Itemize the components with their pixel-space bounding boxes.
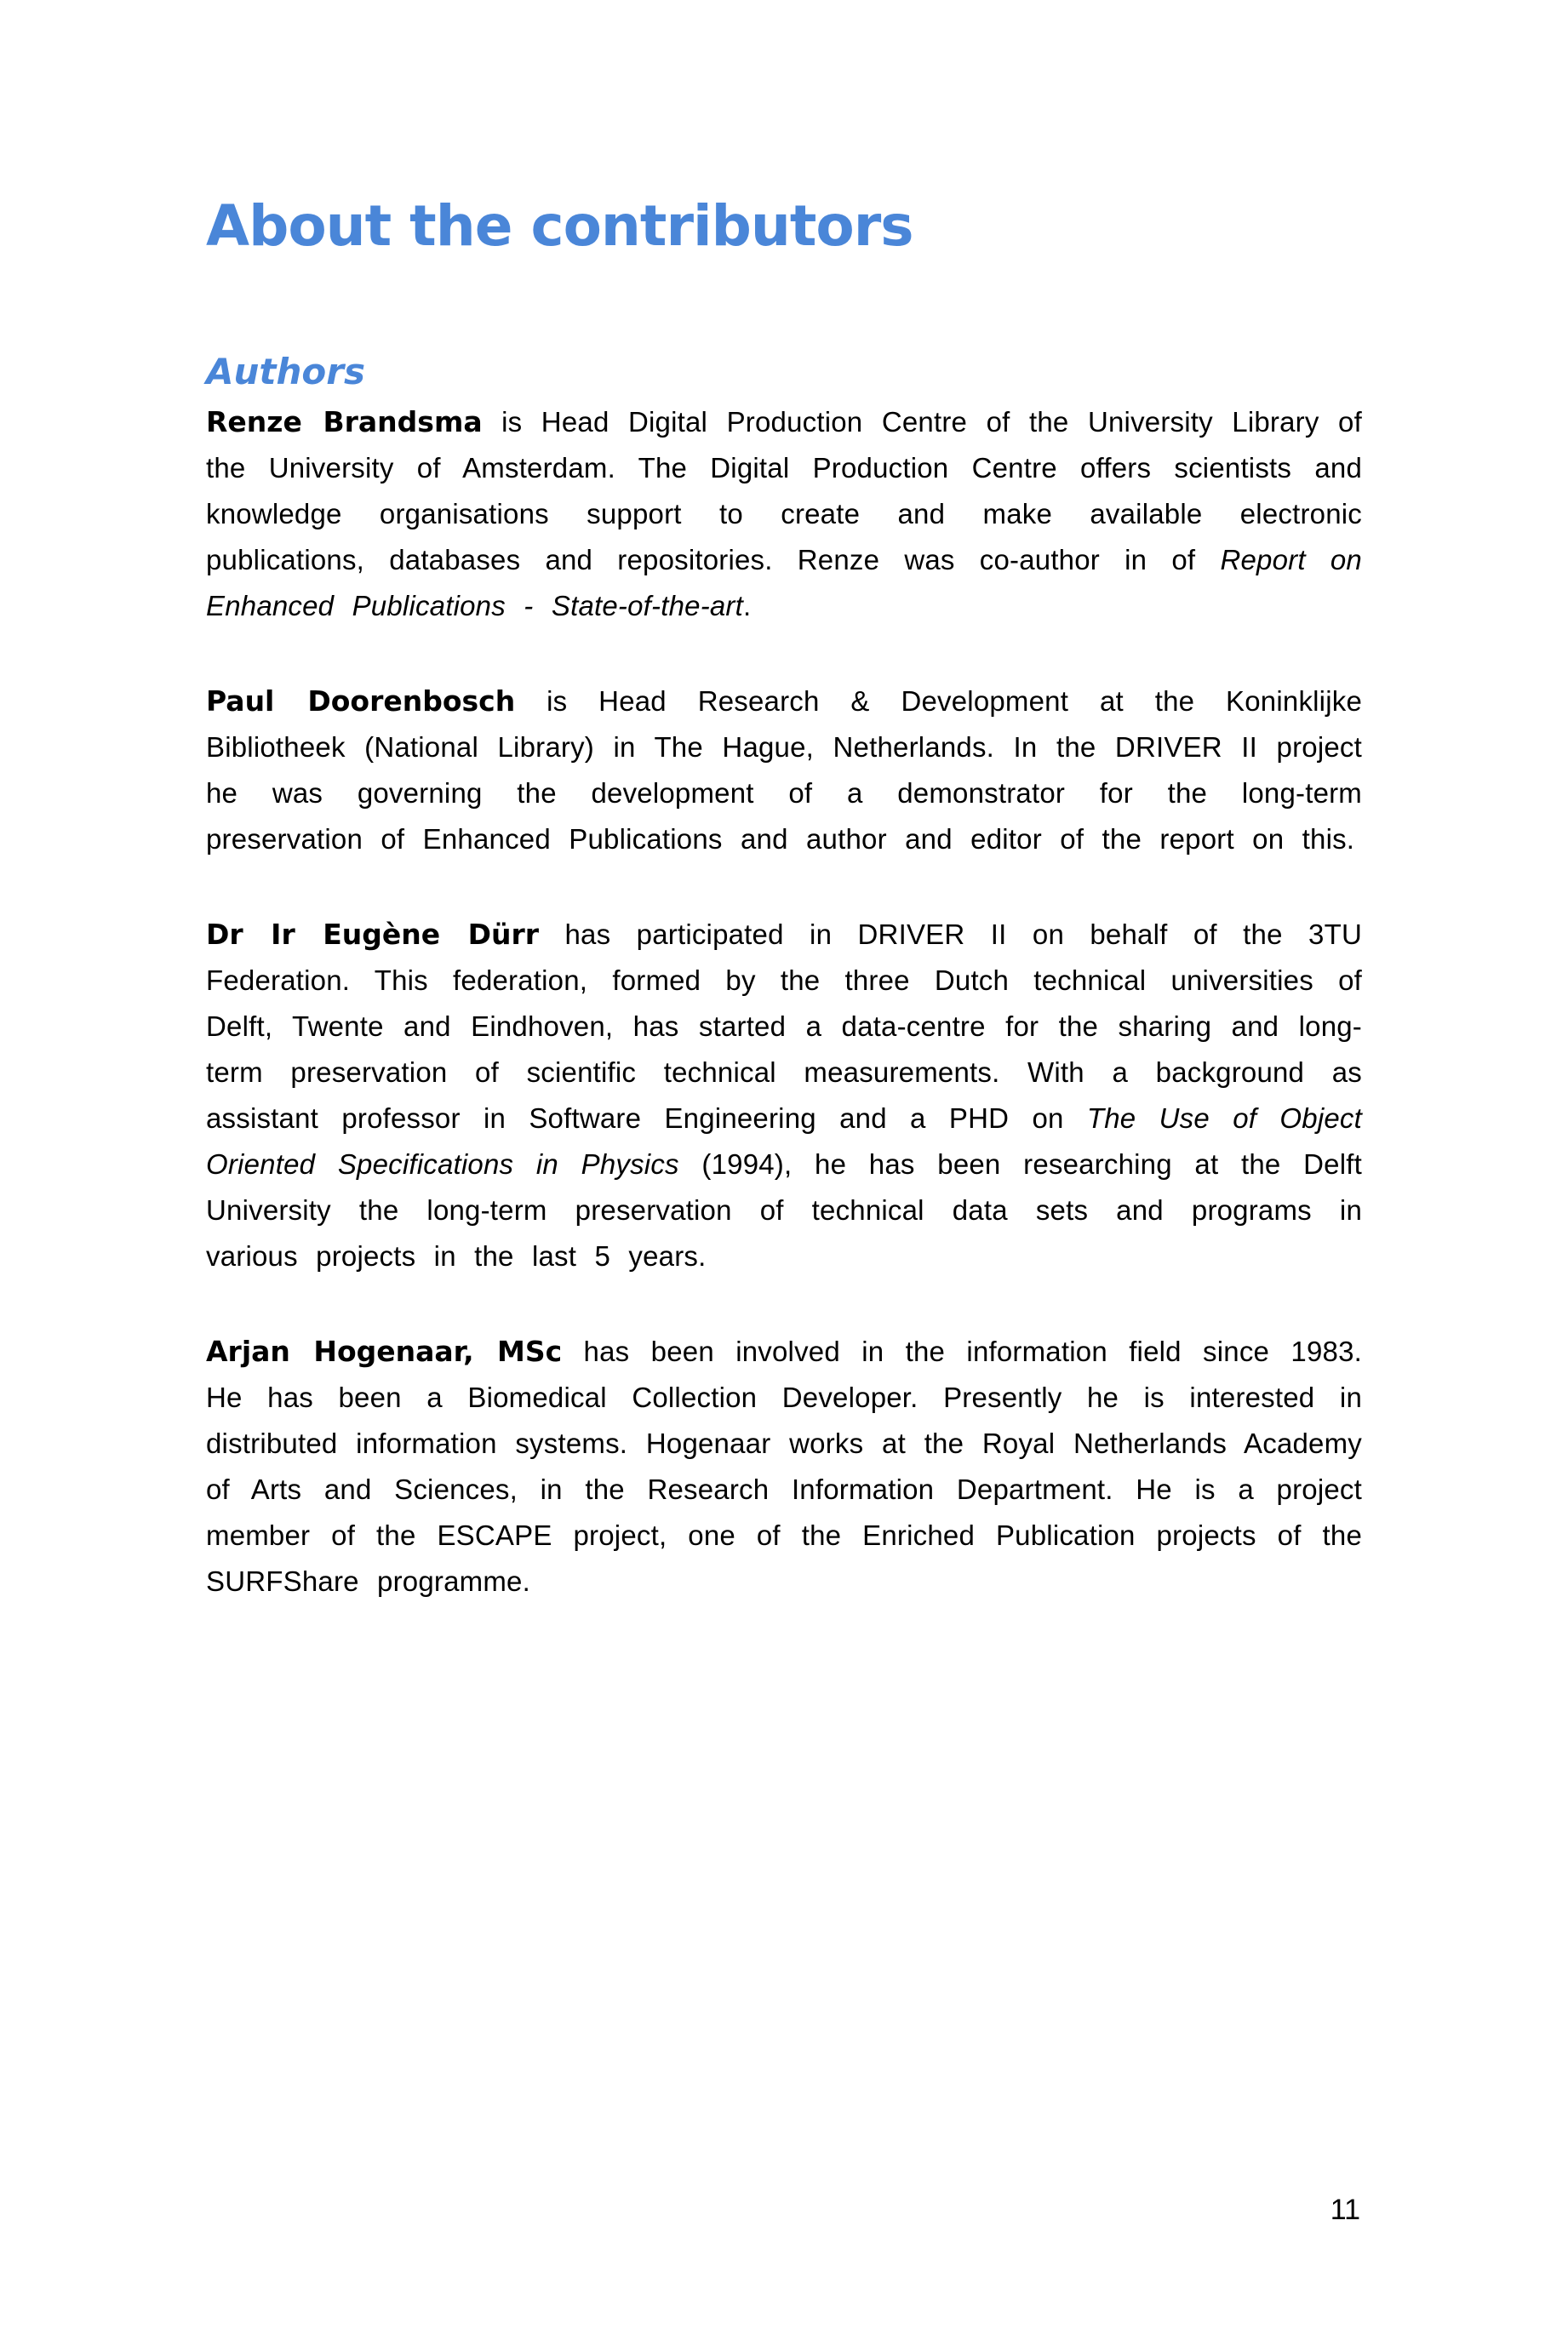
contributor-paragraph-renze-brandsma (206, 399, 1362, 629)
contributor-paragraph-eugene-durr (206, 912, 1362, 1279)
contributor-name: Renze Brandsma (206, 405, 483, 439)
contributor-bio-text: has been involved in the information field since 1983. He has been a Biomedical Collection Developer. Presently he is interested in distributed information systems. Hogenaar works at the Royal Netherlands Academy of Arts and Sciences, in the Research Information Department. He is a project member of the ESCAPE project, one of the Enriched Publication projects of the SURFShare programme. (206, 1336, 1362, 1598)
authors-section-heading: Authors (206, 350, 365, 392)
page-content (206, 0, 1362, 1654)
contributor-bio-text: has participated in DRIVER II on behalf of the 3TU Federation. This federation, formed by the three Dutch technical universities of Delft, Twente and Eindhoven, has started a data-centre for the sharing and long-term preservation of scientific technical measurements. With a background as assistant professor in Software Engineering and a PHD on (206, 918, 1362, 1135)
contributor-bio-text: is Head Research & Development at the Koninklijke Bibliotheek (National Library) in The Hague, Netherlands. In the DRIVER II project he was governing the development of a demonstrator for the long-term preservation of Enhanced Publications and author and editor of the report on this. (206, 685, 1362, 856)
page-title: About the contributors (206, 193, 913, 259)
publication-title: The Use of Object Oriented Specifications in Physics (206, 1102, 1362, 1181)
contributor-name: Paul Doorenbosch (206, 684, 516, 718)
contributor-paragraph-arjan-hogenaar (206, 1329, 1362, 1605)
contributor-bio-text: is Head Digital Production Centre of the University Library of the University of Amsterdam. The Digital Production Centre offers scientists and knowledge organisations support to create and make available electronic publications, databases and repositories. Renze was co-author in of (206, 406, 1362, 576)
contributor-bio-text: . (743, 590, 752, 622)
publication-title: Report on Enhanced Publications - State-of-the-art (206, 544, 1362, 622)
contributor-name: Dr Ir Eugène Dürr (206, 918, 540, 952)
contributor-name: Arjan Hogenaar, MSc (206, 1335, 563, 1369)
page-number: 11 (1330, 2194, 1360, 2226)
contributor-paragraph-paul-doorenbosch (206, 678, 1362, 862)
contributor-bio-text: (1994), he has been researching at the Delft University the long-term preservation of technical data sets and programs in various projects in the last 5 years. (206, 1148, 1362, 1273)
